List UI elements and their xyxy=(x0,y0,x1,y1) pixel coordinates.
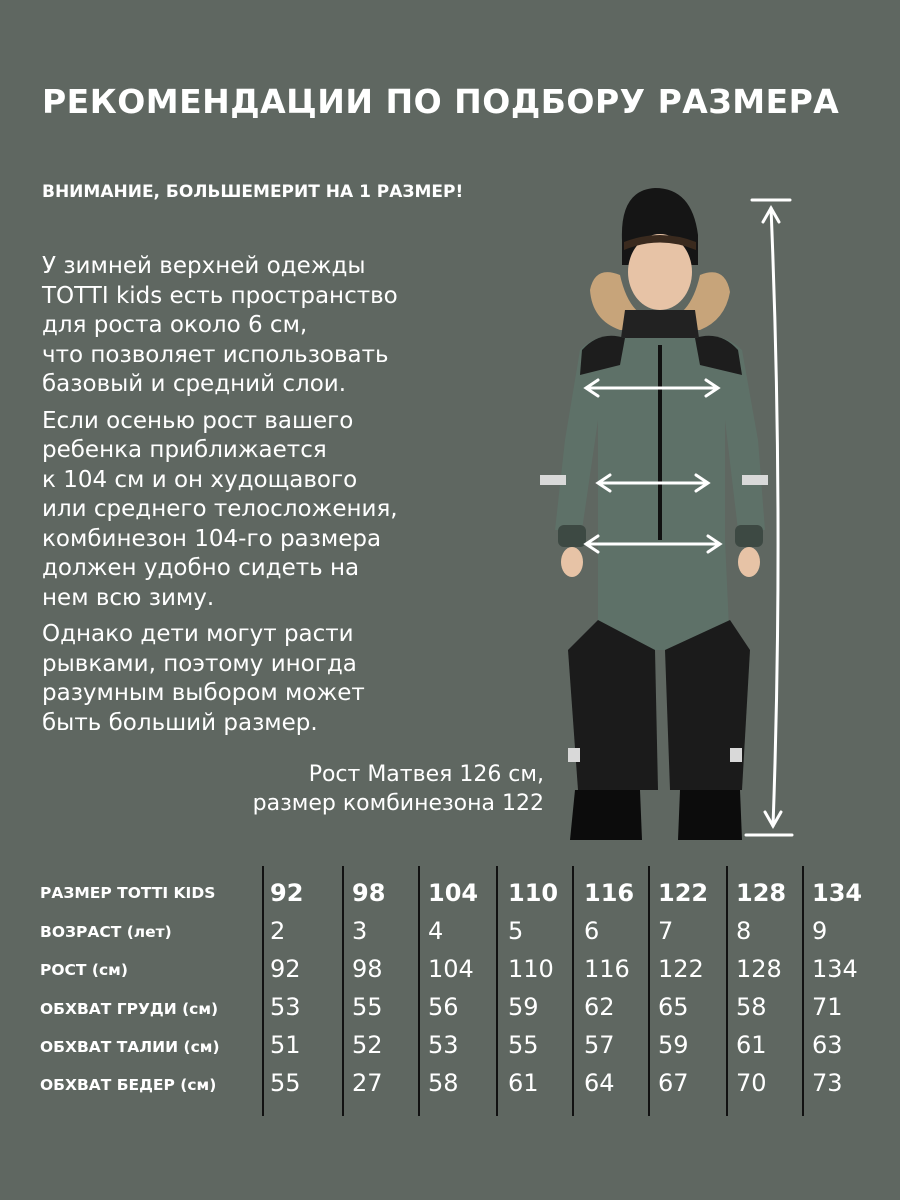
table-cell: 128 xyxy=(736,955,782,983)
column-divider xyxy=(496,866,498,1116)
description-text xyxy=(42,252,462,745)
warning-text: ВНИМАНИЕ, БОЛЬШЕМЕРИТ НА 1 РАЗМЕР! xyxy=(42,182,464,202)
table-cell: 116 xyxy=(584,955,630,983)
paragraph-2 xyxy=(42,407,462,614)
table-cell: 63 xyxy=(812,1031,843,1059)
table-cell: 134 xyxy=(812,879,863,907)
table-cell: 98 xyxy=(352,955,383,983)
row-label: ОБХВАТ БЕДЕР (см) xyxy=(40,1076,217,1094)
paragraph-line: быть больший размер. xyxy=(42,709,318,736)
table-cell: 134 xyxy=(812,955,858,983)
paragraph-line: Если осенью рост вашего xyxy=(42,407,354,434)
paragraph-line: или среднего телосложения, xyxy=(42,496,398,522)
paragraph-line: что позволяет использовать xyxy=(42,341,389,368)
paragraph-line: ребенка приближается xyxy=(42,437,327,463)
height-arrow xyxy=(740,190,800,840)
table-cell: 59 xyxy=(508,993,539,1021)
paragraph-line: рывками, поэтому иногда xyxy=(42,650,357,677)
table-cell: 6 xyxy=(584,917,600,945)
table-cell: 52 xyxy=(352,1031,383,1059)
paragraph-line: базовый и средний слои. xyxy=(42,371,347,397)
caption-line: Рост Матвея 126 см, xyxy=(308,762,544,787)
table-cell: 27 xyxy=(352,1069,383,1097)
row-label: ОБХВАТ ТАЛИИ (см) xyxy=(40,1038,220,1056)
table-cell: 58 xyxy=(736,993,767,1021)
table-cell: 122 xyxy=(658,879,709,907)
table-cell: 61 xyxy=(508,1069,539,1097)
paragraph-line: комбинезон 104-го размера xyxy=(42,525,382,552)
caption-line: размер комбинезона 122 xyxy=(252,791,544,816)
page-title: РЕКОМЕНДАЦИИ ПО ПОДБОРУ РАЗМЕРА xyxy=(42,82,840,121)
table-cell: 92 xyxy=(270,879,304,907)
paragraph-line: нем всю зиму. xyxy=(42,584,215,611)
paragraph-1 xyxy=(42,252,462,400)
table-cell: 51 xyxy=(270,1031,301,1059)
paragraph-3 xyxy=(42,620,462,738)
table-cell: 67 xyxy=(658,1069,689,1097)
paragraph-line: У зимней верхней одежды xyxy=(42,253,366,279)
row-label: РОСТ (см) xyxy=(40,961,128,979)
model-caption xyxy=(253,760,544,818)
paragraph-line: Однако дети могут расти xyxy=(42,621,354,647)
table-cell: 57 xyxy=(584,1031,615,1059)
table-cell: 110 xyxy=(508,955,554,983)
table-cell: 71 xyxy=(812,993,843,1021)
table-cell: 73 xyxy=(812,1069,843,1097)
table-cell: 2 xyxy=(270,917,286,945)
column-divider xyxy=(726,866,728,1116)
paragraph-line: для роста около 6 см, xyxy=(42,312,308,338)
table-cell: 3 xyxy=(352,917,368,945)
table-cell: 116 xyxy=(584,879,635,907)
paragraph-line: должен удобно сидеть на xyxy=(42,555,360,581)
table-cell: 128 xyxy=(736,879,787,907)
table-cell: 53 xyxy=(270,993,301,1021)
table-cell: 92 xyxy=(270,955,301,983)
table-cell: 104 xyxy=(428,879,479,907)
table-cell: 70 xyxy=(736,1069,767,1097)
table-cell: 110 xyxy=(508,879,559,907)
table-cell: 122 xyxy=(658,955,704,983)
paragraph-line: TOTTI kids есть пространство xyxy=(42,282,398,309)
table-cell: 104 xyxy=(428,955,474,983)
table-cell: 7 xyxy=(658,917,674,945)
table-cell: 98 xyxy=(352,879,386,907)
row-label: РАЗМЕР TOTTI KIDS xyxy=(40,884,216,902)
table-cell: 58 xyxy=(428,1069,459,1097)
paragraph-line: к 104 см и он худощавого xyxy=(42,466,358,493)
table-cell: 55 xyxy=(270,1069,301,1097)
column-divider xyxy=(262,866,264,1116)
row-label: ВОЗРАСТ (лет) xyxy=(40,923,172,941)
table-cell: 55 xyxy=(508,1031,539,1059)
table-cell: 59 xyxy=(658,1031,689,1059)
table-cell: 56 xyxy=(428,993,459,1021)
table-cell: 9 xyxy=(812,917,828,945)
table-cell: 65 xyxy=(658,993,689,1021)
table-cell: 4 xyxy=(428,917,444,945)
table-cell: 64 xyxy=(584,1069,615,1097)
table-cell: 55 xyxy=(352,993,383,1021)
table-cell: 61 xyxy=(736,1031,767,1059)
size-table xyxy=(0,866,900,1116)
column-divider xyxy=(342,866,344,1116)
column-divider xyxy=(572,866,574,1116)
table-cell: 53 xyxy=(428,1031,459,1059)
table-cell: 8 xyxy=(736,917,752,945)
column-divider xyxy=(802,866,804,1116)
column-divider xyxy=(648,866,650,1116)
column-divider xyxy=(418,866,420,1116)
table-cell: 62 xyxy=(584,993,615,1021)
paragraph-line: разумным выбором может xyxy=(42,680,365,706)
table-cell: 5 xyxy=(508,917,524,945)
row-label: ОБХВАТ ГРУДИ (см) xyxy=(40,1000,219,1018)
